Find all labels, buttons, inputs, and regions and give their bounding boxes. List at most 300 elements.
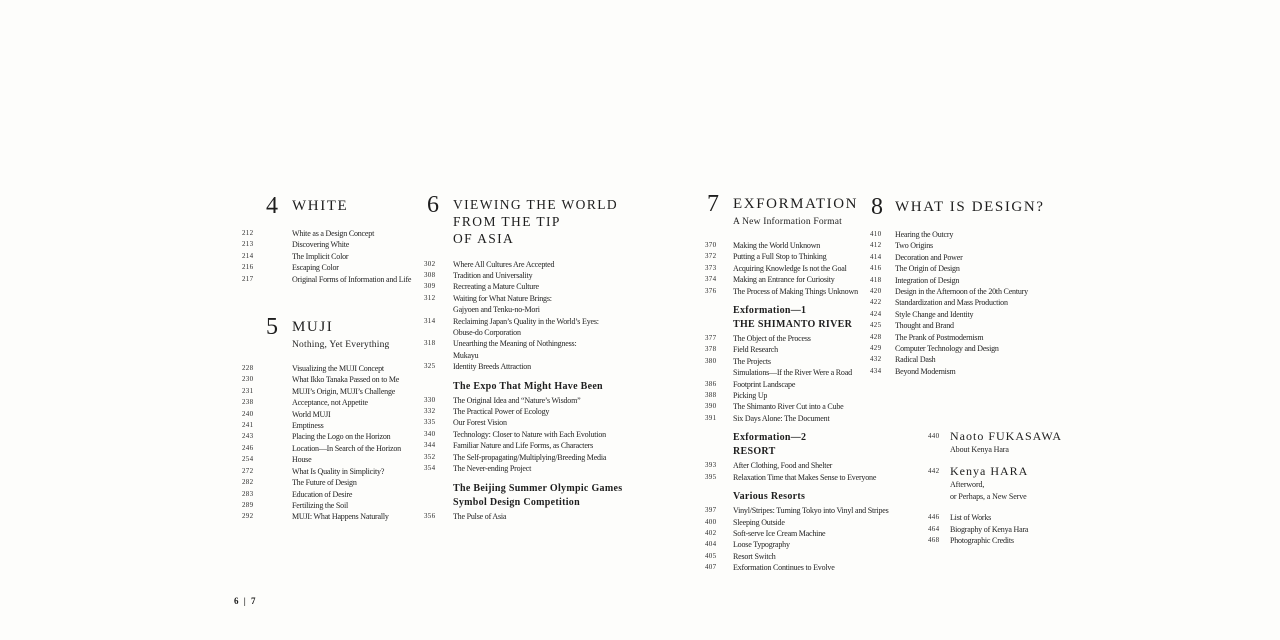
entry-page-number: 217	[242, 274, 254, 283]
toc-entry	[870, 309, 1090, 320]
entry-title-block	[292, 420, 442, 431]
entry-title: The Self-propagating/Multiplying/Breeding Media	[453, 452, 607, 462]
entry-title: Thought and Brand	[895, 321, 954, 331]
chapter-number: 4	[266, 193, 278, 219]
chapter-subtitle: A New Information Format	[733, 217, 843, 227]
entry-title: House	[292, 455, 312, 465]
toc-entry	[242, 454, 442, 465]
entry-title: After Clothing, Food and Shelter	[733, 461, 833, 471]
entry-title: Emptiness	[292, 421, 324, 431]
toc-entry	[424, 270, 639, 281]
entry-title-block	[895, 309, 1090, 320]
toc-entry	[242, 386, 442, 397]
entry-page-number: 282	[242, 478, 254, 487]
section-title: THE SHIMANTO RIVER	[733, 319, 853, 331]
entry-title: Computer Technology and Design	[895, 344, 999, 354]
entry-page-number: 254	[242, 455, 254, 464]
toc-entry	[424, 429, 639, 440]
contributor-subtitle: or Perhaps, a New Serve	[950, 492, 1027, 502]
entry-page-number: 414	[870, 252, 882, 261]
toc-entry	[424, 406, 639, 417]
contributor-subtitle: Afterword,	[950, 480, 985, 490]
entry-title: Mukayu	[453, 350, 479, 360]
chapter-number: 5	[266, 314, 278, 341]
entry-title: Placing the Logo on the Horizon	[292, 432, 391, 442]
entry-title: Footprint Landscape	[733, 379, 796, 389]
toc-entry	[242, 477, 442, 488]
entry-page-number: 372	[705, 252, 717, 261]
entry-title-block	[895, 297, 1090, 308]
toc-entry	[870, 286, 1090, 297]
toc-entry	[424, 338, 639, 361]
entry-page-number: 370	[705, 241, 717, 249]
section-heading	[453, 380, 639, 394]
toc-entry	[928, 524, 1090, 536]
entry-title-block	[453, 281, 639, 292]
toc-entry	[928, 535, 1090, 547]
toc-column-4	[870, 196, 1090, 547]
entry-title: The Process of Making Things Unknown	[733, 286, 858, 296]
toc-entry	[242, 409, 442, 420]
entry-page-number: 243	[242, 432, 254, 441]
toc-entry	[928, 512, 1090, 524]
chapter-number: 6	[427, 192, 439, 218]
entry-title-block	[292, 274, 442, 285]
entry-title: Original Forms of Information and Life	[292, 274, 412, 284]
entry-page-number: 424	[870, 309, 882, 318]
toc-entry	[242, 466, 442, 477]
entry-page-number: 283	[242, 489, 254, 498]
section-title: The Expo That Might Have Been	[453, 380, 603, 392]
toc-entry	[870, 320, 1090, 331]
entry-title-block	[453, 417, 639, 428]
toc-entry-group	[870, 229, 1090, 377]
entry-title: Recreating a Mature Culture	[453, 282, 539, 292]
entry-page-number: 377	[705, 334, 717, 343]
entry-title: Unearthing the Meaning of Nothingness:	[453, 339, 577, 349]
entry-page-number: 410	[870, 230, 882, 238]
entry-title: Integration of Design	[895, 275, 960, 285]
chapter-title-block	[292, 316, 442, 352]
entry-title: Gajyoen and Tenku-no-Mori	[453, 305, 540, 315]
entry-title: White as a Design Concept	[292, 229, 375, 238]
entry-page-number: 373	[705, 263, 717, 272]
entry-page-number: 272	[242, 466, 254, 475]
entry-title: Fertilizing the Soil	[292, 500, 348, 510]
contributor-text-block	[950, 464, 1028, 503]
entry-title-block	[453, 293, 639, 316]
entry-title-block	[453, 429, 639, 440]
entry-title-block	[895, 332, 1090, 343]
toc-entry	[870, 240, 1090, 251]
entry-title-block	[292, 489, 442, 500]
entry-title-block	[895, 229, 1090, 240]
contributor-entry	[928, 464, 1090, 503]
toc-entry	[242, 262, 442, 273]
entry-page-number: 434	[870, 366, 882, 375]
chapter-heading	[242, 316, 442, 352]
entry-page-number: 312	[424, 293, 436, 302]
entry-title: Vinyl/Stripes: Turning Tokyo into Vinyl and Stripes	[733, 506, 889, 516]
entry-page-number: 216	[242, 263, 254, 272]
entry-page-number: 428	[870, 332, 882, 341]
entry-page-number: 330	[424, 395, 436, 404]
chapter-title: MUJI	[292, 319, 334, 336]
toc-entry	[870, 332, 1090, 343]
toc-entry	[242, 251, 442, 262]
entry-title: Decoration and Power	[895, 252, 963, 262]
entry-page-number: 432	[870, 355, 882, 364]
entry-title: Radical Dash	[895, 355, 936, 365]
chapter-title: EXFORMATION	[733, 196, 859, 212]
entry-title: Photographic Credits	[950, 536, 1014, 546]
section-title: Various Resorts	[733, 491, 806, 503]
entry-page-number: 464	[928, 524, 940, 533]
entry-title: The Future of Design	[292, 478, 357, 488]
entry-title-block	[895, 286, 1090, 297]
entry-page-number: 395	[705, 472, 717, 481]
entry-page-number: 429	[870, 344, 882, 353]
entry-title: Acceptance, not Appetite	[292, 398, 368, 408]
entry-title: Two Origins	[895, 241, 933, 251]
toc-entry	[870, 252, 1090, 263]
entry-page-number: 400	[705, 517, 717, 526]
toc-entry-group	[424, 259, 639, 373]
entry-title-block	[292, 239, 442, 250]
entry-page-number: 393	[705, 461, 717, 470]
section-title: Exformation—1	[733, 305, 807, 317]
toc-entry	[424, 452, 639, 463]
entry-page-number: 468	[928, 536, 940, 545]
entry-title: What Ikko Tanaka Passed on to Me	[292, 375, 400, 385]
toc-column-1	[242, 195, 442, 523]
entry-title-block	[292, 228, 442, 239]
entry-title: Simulations—If the River Were a Road	[733, 368, 852, 378]
toc-entry	[242, 500, 442, 511]
entry-title-block	[950, 535, 1090, 547]
entry-title-block	[453, 463, 639, 474]
entry-page-number: 404	[705, 540, 717, 549]
entry-page-number: 212	[242, 229, 254, 237]
toc-entry	[242, 363, 442, 374]
chapter-title: WHAT IS DESIGN?	[895, 199, 1045, 215]
chapter-title: WHITE	[292, 198, 349, 214]
entry-page-number: 407	[705, 563, 717, 572]
entry-page-number: 230	[242, 375, 254, 384]
entry-title-block	[895, 263, 1090, 274]
entry-page-number: 302	[424, 259, 436, 268]
entry-page-number: 388	[705, 391, 717, 400]
contributor-name: Kenya HARA	[950, 464, 1029, 479]
entry-title-block	[453, 361, 639, 372]
entry-page-number: 228	[242, 364, 254, 373]
toc-entry	[242, 274, 442, 285]
entry-title: The Prank of Postmodernism	[895, 332, 984, 342]
entry-title: What Is Quality in Simplicity?	[292, 466, 385, 476]
toc-entry	[870, 297, 1090, 308]
entry-title-block	[453, 452, 639, 463]
entry-page-number: 332	[424, 407, 436, 416]
entry-page-number: 213	[242, 240, 254, 249]
entry-title: Hearing the Outcry	[895, 230, 954, 239]
entry-page-number: 318	[424, 339, 436, 348]
entry-page-number: 352	[424, 452, 436, 461]
entry-title: Loose Typography	[733, 540, 790, 550]
back-matter-entry-group	[928, 512, 1090, 547]
entry-page-number: 238	[242, 398, 254, 407]
chapter-title-block	[895, 196, 1090, 218]
entry-title-block	[292, 443, 442, 454]
entry-title: The Origin of Design	[895, 264, 960, 274]
folio-page-number: 6 | 7	[234, 596, 257, 606]
toc-column-2	[424, 192, 639, 522]
entry-page-number: 425	[870, 321, 882, 330]
toc-entry	[870, 343, 1090, 354]
toc-entry	[242, 489, 442, 500]
toc-entry	[870, 354, 1090, 365]
chapter-number: 7	[707, 191, 719, 217]
toc-entry	[242, 420, 442, 431]
chapter-title: FROM THE TIP	[453, 214, 561, 230]
contributor-name: Naoto FUKASAWA	[950, 429, 1063, 444]
entry-title: Discovering White	[292, 240, 350, 250]
entry-page-number: 314	[424, 316, 436, 325]
entry-page-number: 292	[242, 512, 254, 521]
entry-title-block	[895, 343, 1090, 354]
entry-page-number: 446	[928, 513, 940, 522]
entry-title-block	[453, 440, 639, 451]
entry-page-number: 241	[242, 421, 254, 430]
entry-title: Technology: Closer to Nature with Each Evolution	[453, 429, 606, 439]
entry-title: Putting a Full Stop to Thinking	[733, 252, 827, 262]
contributor-entry	[928, 429, 1090, 456]
toc-entry	[870, 275, 1090, 286]
entry-page-number: 397	[705, 506, 717, 515]
entry-title-block	[453, 259, 639, 270]
toc-entry	[424, 395, 639, 406]
toc-entry-group	[424, 511, 639, 522]
toc-entry-group	[424, 395, 639, 475]
toc-entry	[424, 417, 639, 428]
entry-title: Design in the Afternoon of the 20th Century	[895, 287, 1028, 297]
entry-title-block	[733, 551, 915, 562]
entry-page-number: 390	[705, 402, 717, 411]
entry-title-block	[292, 251, 442, 262]
entry-title-block	[453, 316, 639, 339]
section-title: Exformation—2	[733, 432, 807, 444]
contributor-subtitle: About Kenya Hara	[950, 445, 1009, 455]
entry-title: Making the World Unknown	[733, 241, 821, 250]
chapter-title-block	[292, 195, 442, 217]
entry-title: The Object of the Process	[733, 334, 811, 344]
chapter-title-block	[453, 196, 639, 248]
entry-page-number: 405	[705, 551, 717, 560]
section-title: RESORT	[733, 446, 776, 458]
chapter-title: VIEWING THE WORLD	[453, 197, 619, 212]
toc-entry	[424, 259, 639, 270]
toc-entry	[424, 361, 639, 372]
section-heading	[453, 482, 639, 510]
entry-title: Identity Breeds Attraction	[453, 362, 531, 372]
toc-entry	[424, 440, 639, 451]
entry-title-block	[292, 454, 442, 465]
toc-entry	[242, 228, 442, 239]
entry-title: Making an Entrance for Curiosity	[733, 275, 835, 285]
toc-entry	[242, 374, 442, 385]
entry-page-number: 416	[870, 264, 882, 273]
entry-title: Biography of Kenya Hara	[950, 524, 1029, 534]
toc-entry	[870, 263, 1090, 274]
entry-title-block	[453, 406, 639, 417]
toc-entry	[870, 366, 1090, 377]
entry-title: The Practical Power of Ecology	[453, 407, 550, 417]
entry-title: World MUJI	[292, 409, 331, 419]
entry-title-block	[453, 338, 639, 361]
chapter-title: OF ASIA	[453, 231, 515, 247]
contributor-text-block	[950, 429, 1062, 456]
entry-title-block	[895, 320, 1090, 331]
entry-title: MUJI’s Origin, MUJI’s Challenge	[292, 386, 396, 396]
entry-page-number: 420	[870, 287, 882, 296]
entry-title: Reclaiming Japan’s Quality in the World’s Eyes:	[453, 316, 599, 326]
entry-title: Field Research	[733, 345, 778, 355]
entry-title: Relaxation Time that Makes Sense to Everyone	[733, 472, 877, 482]
entry-page-number: 380	[705, 356, 717, 365]
toc-entry	[424, 316, 639, 339]
entry-page-number: 356	[424, 511, 436, 520]
toc-entry	[242, 397, 442, 408]
entry-title: Escaping Color	[292, 263, 339, 273]
entry-title: Education of Desire	[292, 489, 353, 499]
entry-title: Resort Switch	[733, 551, 776, 561]
entry-page-number: 402	[705, 528, 717, 537]
entry-title-block	[453, 395, 639, 406]
entry-title: Our Forest Vision	[453, 418, 507, 428]
entry-page-number: 442	[928, 467, 940, 476]
entry-page-number: 344	[424, 441, 436, 450]
chapter-heading	[870, 196, 1090, 218]
entry-title-block	[292, 500, 442, 511]
entry-title: Acquiring Knowledge Is not the Goal	[733, 263, 847, 273]
section-title: Symbol Design Competition	[453, 496, 580, 508]
entry-page-number: 289	[242, 500, 254, 509]
entry-page-number: 374	[705, 275, 717, 284]
chapter-number: 8	[871, 194, 883, 220]
entry-title: Obuse-do Corporation	[453, 328, 521, 338]
entry-title: Visualizing the MUJI Concept	[292, 364, 384, 374]
entry-page-number: 309	[424, 282, 436, 291]
entry-title-block	[292, 466, 442, 477]
toc-entry-group	[242, 228, 442, 285]
entry-title: Waiting for What Nature Brings:	[453, 293, 552, 303]
entry-title-block	[292, 363, 442, 374]
entry-title: Sleeping Outside	[733, 517, 785, 527]
toc-entry	[424, 511, 639, 522]
chapter-subtitle: Nothing, Yet Everything	[292, 340, 390, 351]
entry-title: Soft-serve Ice Cream Machine	[733, 528, 826, 538]
entry-title-block	[895, 240, 1090, 251]
entry-page-number: 422	[870, 298, 882, 307]
entry-title: The Original Idea and “Nature’s Wisdom”	[453, 395, 581, 405]
entry-title-block	[950, 512, 1090, 524]
entry-title-block	[292, 397, 442, 408]
entry-title: Familiar Nature and Life Forms, as Characters	[453, 441, 594, 451]
entry-title: MUJI: What Happens Naturally	[292, 512, 389, 522]
entry-page-number: 325	[424, 362, 436, 371]
entry-page-number: 231	[242, 386, 254, 395]
entry-title: The Projects	[733, 356, 771, 366]
entry-page-number: 391	[705, 413, 717, 422]
entry-title-block	[895, 252, 1090, 263]
entry-page-number: 412	[870, 241, 882, 250]
entry-page-number: 378	[705, 345, 717, 354]
section-title: The Beijing Summer Olympic Games	[453, 482, 623, 494]
toc-entry	[424, 281, 639, 292]
entry-page-number: 386	[705, 379, 717, 388]
entry-title: Style Change and Identity	[895, 309, 974, 319]
toc-entry	[870, 229, 1090, 240]
entry-title: Exformation Continues to Evolve	[733, 563, 835, 573]
entry-title-block	[895, 354, 1090, 365]
entry-title-block	[292, 409, 442, 420]
chapter-heading	[424, 192, 639, 248]
toc-entry	[242, 443, 442, 454]
entry-title: Location—In Search of the Horizon	[292, 443, 401, 453]
toc-entry	[424, 293, 639, 316]
entry-title: Six Days Alone: The Document	[733, 413, 830, 423]
entry-page-number: 214	[242, 251, 254, 260]
entry-title: The Pulse of Asia	[453, 511, 507, 521]
entry-title-block	[453, 511, 639, 522]
entry-page-number: 335	[424, 418, 436, 427]
entry-page-number: 354	[424, 464, 436, 473]
entry-title-block	[895, 366, 1090, 377]
entry-title: Beyond Modernism	[895, 366, 956, 376]
entry-title-block	[453, 270, 639, 281]
entry-title-block	[292, 477, 442, 488]
entry-title: The Implicit Color	[292, 251, 349, 261]
entry-page-number: 308	[424, 271, 436, 280]
entry-title-block	[292, 374, 442, 385]
entry-title-block	[292, 262, 442, 273]
toc-entry	[424, 463, 639, 474]
entry-title: Picking Up	[733, 391, 768, 401]
entry-title: List of Works	[950, 513, 992, 523]
entry-title-block	[292, 511, 442, 522]
entry-title-block	[950, 524, 1090, 536]
entry-title-block	[292, 431, 442, 442]
toc-entry	[242, 239, 442, 250]
entry-page-number: 418	[870, 275, 882, 284]
entry-title: Tradition and Universality	[453, 271, 533, 281]
toc-entry	[705, 562, 915, 573]
entry-page-number: 340	[424, 429, 436, 438]
entry-title: The Shimanto River Cut into a Cube	[733, 402, 844, 412]
toc-entry	[705, 551, 915, 562]
entry-title-block	[292, 386, 442, 397]
entry-title-block	[733, 562, 915, 573]
entry-page-number: 240	[242, 409, 254, 418]
entry-page-number: 440	[928, 432, 940, 441]
toc-entry	[242, 431, 442, 442]
toc-entry-group	[242, 363, 442, 523]
entry-title: The Never-ending Project	[453, 464, 532, 474]
chapter-heading	[242, 195, 442, 217]
entry-title: Where All Cultures Are Accepted	[453, 259, 555, 269]
entry-title-block	[895, 275, 1090, 286]
entry-title: Standardization and Mass Production	[895, 298, 1008, 308]
toc-entry	[242, 511, 442, 522]
